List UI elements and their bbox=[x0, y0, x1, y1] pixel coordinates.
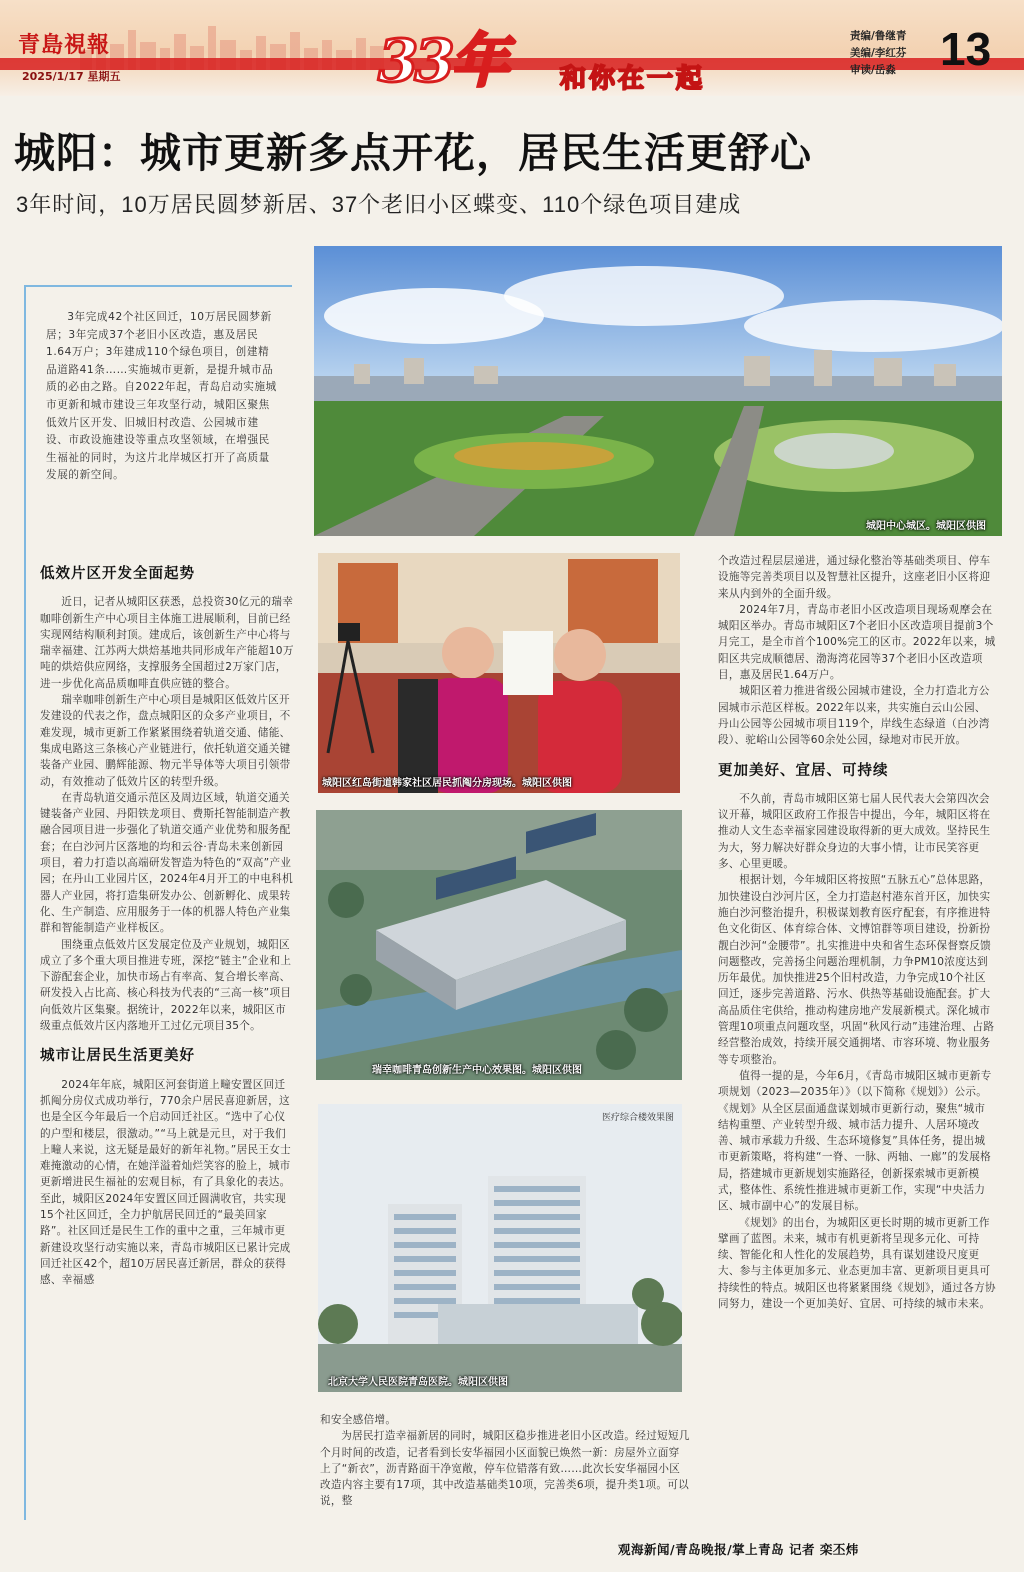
article-paragraph: 和安全感倍增。 bbox=[320, 1414, 397, 1426]
lead-paragraph: 3年完成42个社区回迁，10万居民圆梦新居；3年完成37个老旧小区改造，惠及居民1.64万户；3年建成110个绿色项目，创建精品道路41条……实施城市更新，是提升城市品质的必由之路。自2022年起，青岛启动实施城市更新和城市建设三年攻坚行动，城阳区聚焦低效片区开发、旧城旧村改造、公园城市建设、市政设施建设等重点攻坚领域，在增强民生福祉的同时，为这片北岸城区打开了高质量发展的新空间。 bbox=[46, 311, 277, 482]
photo-caption: 瑞幸咖啡青岛创新生产中心效果图。城阳区供图 bbox=[372, 1065, 582, 1076]
article-paragraph: 《规划》的出台，为城阳区更长时期的城市更新工作擘画了蓝图。未来，城市有机更新将呈现多元化、可持续、智能化和人性化的发展趋势，具有谋划建设尺度更大、参与主体更加多元、业态更加丰富、更新项目更具可持续性的特点。城阳区也将紧紧围绕《规划》，通过各方协同努力，建设一个更加美好、宜居、可持续的城市未来。 bbox=[718, 1216, 996, 1311]
residents-celebration-image bbox=[318, 553, 680, 793]
editor-credit: 责编/鲁继青 bbox=[850, 30, 907, 42]
page-title: 城阳：城市更新多点开花，居民生活更舒心 bbox=[14, 130, 812, 176]
editor-credits bbox=[850, 28, 906, 79]
page-number: 13 bbox=[940, 23, 992, 75]
section-heading: 城市让居民生活更美好 bbox=[40, 1048, 195, 1065]
article-paragraph: 瑞幸咖啡创新生产中心项目是城阳区低效片区开发建设的代表之作，盘点城阳区的众多产业项目，不难发现，城市更新工作紧紧围绕着轨道交通、储能、集成电路这三条核心产业链进行，依托轨道交通关键装备产业园、鹏辉能源、物元半导体等大项目引领带动，有效推动了低效片区的转型升级。 bbox=[40, 694, 291, 788]
photo-luckin-rendering bbox=[316, 810, 682, 1080]
lead-summary-box bbox=[24, 285, 292, 533]
editor-credit: 审读/岳淼 bbox=[850, 64, 896, 76]
article-paragraph: 根据计划，今年城阳区将按照“五脉五心”总体思路，加快建设白沙河片区，全力打造赵村港东首开区，加快实施白沙河整治提升，积极谋划教育医疗配套，有序推进特色文化街区、体育综合体、文博馆群等项目建设，扮新扮靓白沙河“金腰带”。扎实推进中央和省生态环保督察反馈问题整改，完善扬尘问题治理机制，力争PM10浓度达到历年最优。加快推进25个旧村改造，力争完成10个社区回迁，逐步完善道路、污水、供热等基础设施配套。扩大高品质住宅供给，推动构建房地产发展新模式。深化城市管理10项重点问题攻坚，巩固“秋风行动”违建治理、占路经营整治成效，持续开展交通拥堵、市容环境、物业服务等专项整治。 bbox=[718, 874, 995, 1066]
issue-date: 2025/1/17 星期五 bbox=[22, 70, 121, 83]
column-divider-line bbox=[24, 530, 26, 1520]
photo-caption: 北京大学人民医院青岛医院。城阳区供图 bbox=[328, 1377, 508, 1388]
photo-city-center bbox=[314, 246, 1002, 536]
article-paragraph: 近日，记者从城阳区获悉，总投资30亿元的瑞幸咖啡创新生产中心项目主体施工进展顺利，目前已经实现网结构顺利封顶。建成后，该创新生产中心将与瑞幸福建、江苏两大烘焙基地共同形成年产能超10万吨的烘焙供应网络，支撑服务全国超过2万家门店，进一步优化高品质咖啡直供应链的整合。 bbox=[40, 596, 294, 690]
article-paragraph: 城阳区着力推进省级公园城市建设，全力打造北方公园城市示范区样板。2022年以来，共实施白云山公园、丹山公园等公园城市项目119个，岸线生态绿道（白沙湾段）、驼峪山公园等60余处公园，绿地对市民开放。 bbox=[718, 685, 990, 747]
rendering-label: 医疗综合楼效果图 bbox=[601, 1113, 674, 1123]
byline: 观海新闻/青岛晚报/掌上青岛 记者 栾丕炜 bbox=[618, 1542, 859, 1557]
photo-caption: 城阳区红岛街道韩家社区居民抓阄分房现场。城阳区供图 bbox=[322, 778, 572, 789]
section-heading: 低效片区开发全面起势 bbox=[40, 566, 195, 582]
article-paragraph: 为居民打造幸福新居的同时，城阳区稳步推进老旧小区改造。经过短短几个月时间的改造，记者看到长安华福园小区面貌已焕然一新：房屋外立面穿上了“新衣”，沥青路面干净宽敞，停车位错落有致……此次长安华福园小区改造内容主要有17项，其中改造基础类10项，完善类6项，提升类1项。可以说，整 bbox=[320, 1430, 690, 1508]
article-paragraph: 在青岛轨道交通示范区及周边区域，轨道交通关键装备产业园、丹阳铁龙项目、费斯托智能制造产教融合园项目进一步强化了轨道交通产业优势和服务配套；在白沙河片区落地的均和云谷·青岛未来创新园项目，着力打造以高端研发智造为特色的“双高”产业园；在丹山工业园片区，2024年4月开工的中电科机器人产业园，将打造集研发办公、创新孵化、成果转化、生产制造、应用服务于一体的机器人特色产业集群和智能制造产业样板区。 bbox=[40, 791, 294, 935]
section-heading: 更加美好、宜居、可持续 bbox=[718, 762, 889, 779]
photo-residents-lottery bbox=[318, 553, 680, 793]
editor-credit: 美编/李红芬 bbox=[850, 47, 907, 59]
photo-hospital-rendering bbox=[318, 1104, 682, 1392]
photo-caption: 城阳中心城区。城阳区供图 bbox=[866, 521, 986, 532]
article-paragraph: 个改造过程层层递进，通过绿化整治等基础类项目、停车设施等完善类项目以及智慧社区提升，这座老旧小区将迎来从内到外的全面升级。 bbox=[718, 555, 991, 600]
article-paragraph: 围绕重点低效片区发展定位及产业规划，城阳区成立了多个重大项目推进专班，深挖“链主”企业和上下游配套企业，加快市场占有率高、复合增长率高、研发投入占比高、核心科技为代表的“三高一核”项目向低效片区集聚。据统计，2022年以来，城阳区市级重点低效片区内落地开工过亿元项目35个。 bbox=[40, 938, 292, 1033]
factory-rendering-image bbox=[316, 810, 682, 1080]
masthead-banner bbox=[0, 0, 1024, 96]
city-panorama-image bbox=[314, 246, 1002, 536]
article-paragraph: 值得一提的是，今年6月，《青岛市城阳区城市更新专项规划（2023—2035年）》（以下简称《规划》）公示。《规划》从全区层面通盘谋划城市更新行动，聚焦“城市结构重塑、产业转型升级、城市活力提升、人居环境改善、城市承载力升级、生态环境修复”具体任务，提出城市更新策略，将构建“一脊、一脉、两轴、一廊”的发展格局，搭建城市更新规划实施路径，创新探索城市更新模式，整体性、系统性推进城市更新工作，实现“中央活力区、城市副中心”的发展目标。 bbox=[718, 1069, 992, 1213]
article-paragraph: 2024年7月，青岛市老旧小区改造项目现场观摩会在城阳区举办。青岛市城阳区7个老旧小区改造项目提前3个月完工，是全市首个100%完工的区市。2022年以来，城阳区共完成顺德居、渤海湾花园等37个老旧小区改造项目，惠及居民1.64万户。 bbox=[718, 603, 996, 682]
article-paragraph: 2024年年底，城阳区河套街道上疃安置区回迁抓阄分房仪式成功举行，770余户居民喜迎新居，这也是全区今年最后一个启动回迁社区。“选中了心仪的户型和楼层，很激动。”“马上就是元旦，对于我们上疃人来说，这无疑是最好的新年礼物。”居民王女士难掩激动的心情，在她洋溢着灿烂笑容的脸上，城市更新增进民生福祉的宏观目标，有了具象化的表达。至此，城阳区2024年安置区回迁圆满收官，共实现15个社区回迁，全力护航居民回迁的“最美回家路”。社区回迁是民生工作的重中之重，三年城市更新建设攻坚行动实施以来，青岛市城阳区已累计完成回迁社区42个，超10万居民喜迁新居，群众的获得感、幸福感 bbox=[40, 1078, 292, 1287]
article-paragraph: 不久前，青岛市城阳区第七届人民代表大会第四次会议开幕，城阳区政府工作报告中提出，今年，城阳区将在推动人文生态幸福家园建设取得新的更大成效。坚持民生为大，努力解决好群众身边的大事小情，让市民笑容更多、心里更暖。 bbox=[718, 792, 991, 871]
middle-bottom-text bbox=[320, 1412, 690, 1510]
hospital-rendering-image bbox=[318, 1104, 682, 1392]
left-column bbox=[40, 566, 294, 1288]
page-subtitle: 3年时间，10万居民圆梦新居、37个老旧小区蝶变、110个绿色项目建成 bbox=[16, 192, 742, 217]
anniversary-year: 33年 bbox=[378, 27, 505, 95]
anniversary-slogan: 和你在一起 bbox=[560, 64, 706, 94]
right-column bbox=[718, 553, 996, 1312]
newspaper-logo: 青島視報 bbox=[18, 32, 111, 58]
